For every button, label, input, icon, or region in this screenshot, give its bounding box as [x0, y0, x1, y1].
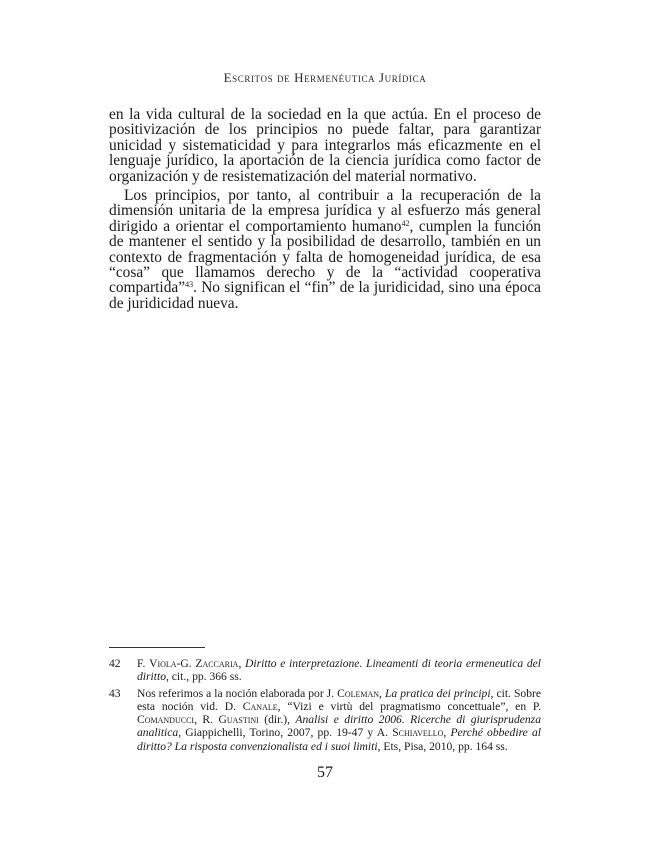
paragraph-1: en la vida cultural de la sociedad en la que actúa. En el proceso de positivización de los principios no puede faltar, para garantizar unicidad y sistematicidad y para integrarlos más eficazmente en el lenguaje jurídico, la aportación de la ciencia jurídica como factor de organización y de resistematización del material normativo. — [109, 106, 541, 185]
work-title: Perché obbedire al diritto? La risposta convenzionalista ed i suoi limiti, — [137, 726, 541, 753]
paragraph-2-part-2: , cumplen la función de mantener el sentido y la posibilidad de desarrollo, también en un contexto de fragmentación y falta de homogeneidad jurídica, de esa “cosa” que llamamos derecho y de la “actividad cooperativa compartida” — [109, 217, 541, 297]
running-head: Escritos de Hermenéutica Jurídica — [223, 70, 427, 85]
footnote-rule — [109, 647, 205, 648]
footnote-text-part: , — [443, 726, 451, 740]
footnote-text-part: , — [379, 687, 385, 701]
footnote-text-part: F. — [137, 657, 150, 670]
footnote-text-part: , — [238, 657, 246, 670]
main-text — [109, 107, 541, 311]
paragraph-2-part-1: Los principios, por tanto, al contribuir a la recuperación de la dimensión unitaria de la empresa jurídica y al esfuerzo más general dirigido a orientar el comportamiento humano — [109, 187, 541, 235]
footnote-text-part: , “Vizi e virtù del pragmatismo concettuale”, en P. — [277, 700, 541, 714]
paragraph-2-part-3: . No significan el “fin” de la juridicidad, sino una época de juridicidad nueva. — [109, 279, 541, 312]
author-name: Schiavello — [392, 726, 444, 740]
footnote-ref-42[interactable]: 42 — [401, 218, 410, 228]
footnote-text-part: , R. — [194, 713, 219, 727]
author-name: Zaccaria — [195, 657, 239, 670]
author-name: Coleman — [337, 687, 380, 701]
work-title: Diritto e interpretazione. Lineamenti di teoria ermeneutica del diritto, — [137, 657, 541, 684]
footnote-text-part: (dir.), — [258, 713, 296, 727]
footnote-text-part: -G. — [176, 657, 196, 670]
footnote-text-part: Giappichelli, Torino, 2007, pp. 19-47 y A. — [181, 726, 393, 740]
footnote-number: 43 — [109, 687, 121, 701]
footnote-text-part: cit. Sobre esta noción vid. D. — [137, 687, 542, 714]
footnote-43 — [109, 687, 541, 752]
footnote-text — [137, 657, 541, 683]
author-name: Comanducci — [137, 713, 195, 727]
footnote-text-part: cit., pp. 366 ss. — [168, 670, 242, 684]
footnote-text-part: Nos referimos a la noción elaborada por J. — [137, 687, 338, 701]
author-name: Canale — [242, 700, 278, 714]
paragraph-2 — [109, 188, 541, 311]
work-title: La pratica dei principi, — [384, 687, 494, 701]
author-name: Guastini — [218, 713, 259, 727]
work-title: Analisi e diritto 2006. Ricerche di giurisprudenza analitica, — [137, 713, 541, 740]
author-name: Viola — [149, 657, 177, 670]
footnote-text — [137, 687, 541, 752]
page-number: 57 — [317, 764, 333, 781]
footnotes — [109, 657, 541, 757]
footnote-42 — [109, 657, 541, 683]
footnote-ref-43[interactable]: 43 — [185, 280, 194, 290]
footnote-text-part: Ets, Pisa, 2010, pp. 164 ss. — [380, 739, 508, 753]
footnote-number: 42 — [109, 657, 121, 670]
